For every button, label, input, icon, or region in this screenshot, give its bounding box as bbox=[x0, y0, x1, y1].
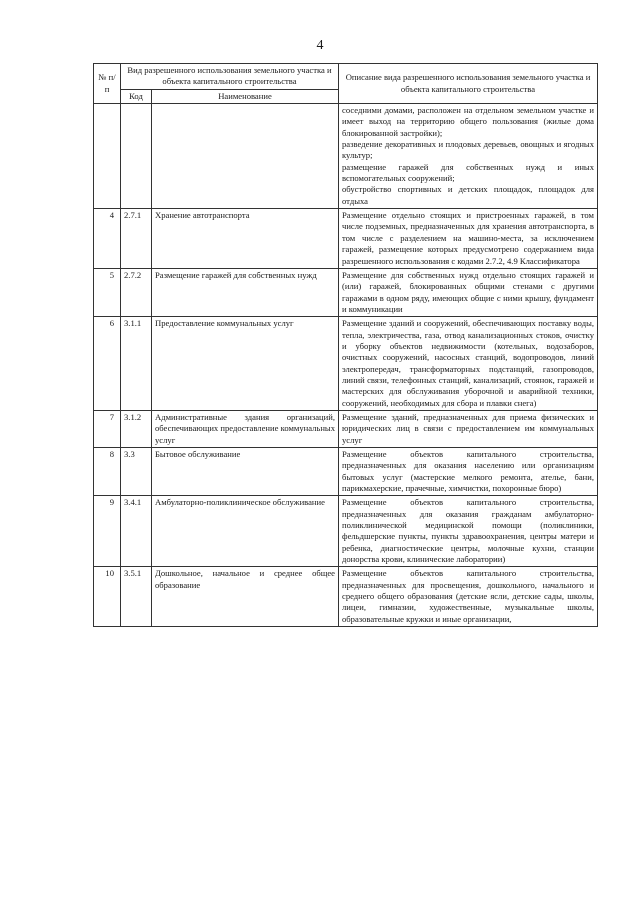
row-number: 6 bbox=[94, 317, 121, 411]
row-description bbox=[339, 209, 598, 269]
table-row bbox=[94, 104, 598, 209]
row-name bbox=[152, 104, 339, 209]
row-description bbox=[339, 268, 598, 316]
row-code: 3.4.1 bbox=[121, 496, 152, 567]
row-description bbox=[339, 496, 598, 567]
row-code: 3.1.2 bbox=[121, 410, 152, 447]
row-number: 10 bbox=[94, 567, 121, 627]
description-paragraph: Размещение объектов капитального строительства, предназначенных для просвещения, дошкольного, начального и среднего общего образования (детские ясли, детские сады, школы, лицеи, гимназии, художественные, музыкальные школы, образовательные кружки и иные организации, bbox=[342, 568, 594, 624]
description-paragraph: Размещение зданий и сооружений, обеспечивающих поставку воды, тепла, электричества, газа, отвод канализационных стоков, очистку и уборку объектов недвижимости (котельных, водозаборов, очистных сооружений, насосных станций, водопроводов, линий электропередач, трансформаторных подстанций, газопроводов, линий связи, телефонных станций, канализаций, стоянок, гаражей и мастерских для обслуживания уборочной и аварийной техники, сооружений, необходимых для сбора и плавки снега) bbox=[342, 318, 594, 408]
header-name: Наименование bbox=[152, 89, 339, 103]
description-paragraph: Размещение отдельно стоящих и пристроенных гаражей, в том числе подземных, предназначенных для хранения автотранспорта, в том числе с разделением на машино-места, за исключением гаражей, размещение которых предусмотрено содержанием вида разрешенного использования с кодами 2.7.2, 4.9 Классификатора bbox=[342, 210, 594, 266]
row-number: 9 bbox=[94, 496, 121, 567]
row-code: 3.5.1 bbox=[121, 567, 152, 627]
description-paragraph: соседними домами, расположен на отдельном земельном участке и имеет выход на территорию общего пользования (жилые дома блокированной застройки); bbox=[342, 105, 594, 138]
row-name: Предоставление коммунальных услуг bbox=[152, 317, 339, 411]
row-name: Амбулаторно-поликлиническое обслуживание bbox=[152, 496, 339, 567]
row-number: 7 bbox=[94, 410, 121, 447]
row-code bbox=[121, 104, 152, 209]
row-description bbox=[339, 567, 598, 627]
row-description bbox=[339, 104, 598, 209]
row-description bbox=[339, 410, 598, 447]
row-code: 2.7.2 bbox=[121, 268, 152, 316]
row-name: Хранение автотранспорта bbox=[152, 209, 339, 269]
row-code: 3.1.1 bbox=[121, 317, 152, 411]
header-num: № п/п bbox=[94, 64, 121, 104]
table-row bbox=[94, 567, 598, 627]
header-desc: Описание вида разрешенного использования земельного участка и объекта капитального строительства bbox=[339, 64, 598, 104]
description-paragraph: Размещение объектов капитального строительства, предназначенных для оказания населению или организациям бытовых услуг (мастерские мелкого ремонта, ателье, бани, парикмахерские, прачечные, химчистки, похоронные бюро) bbox=[342, 449, 594, 494]
table-row bbox=[94, 410, 598, 447]
row-description bbox=[339, 317, 598, 411]
row-number: 4 bbox=[94, 209, 121, 269]
row-number bbox=[94, 104, 121, 209]
description-paragraph: обустройство спортивных и детских площадок, площадок для отдыха bbox=[342, 184, 594, 206]
table-row bbox=[94, 448, 598, 496]
table-row bbox=[94, 317, 598, 411]
row-number: 8 bbox=[94, 448, 121, 496]
land-use-table bbox=[93, 63, 598, 627]
description-paragraph: размещение гаражей для собственных нужд и иных вспомогательных сооружений; bbox=[342, 161, 594, 184]
table-header-row bbox=[94, 64, 598, 90]
header-group: Вид разрешенного использования земельного участка и объекта капитального строительства bbox=[121, 64, 339, 90]
header-code: Код bbox=[121, 89, 152, 103]
description-paragraph: Размещение объектов капитального строительства, предназначенных для оказания гражданам амбулаторно-поликлинической медицинской помощи (поликлиники, фельдшерские пункты, пункты здравоохранения, центры матери и ребенка, диагностические центры, молочные кухни, станции донорства крови, клинические лаборатории) bbox=[342, 497, 594, 565]
row-code: 2.7.1 bbox=[121, 209, 152, 269]
row-description bbox=[339, 448, 598, 496]
description-paragraph: Размещение для собственных нужд отдельно стоящих гаражей и (или) гаражей, блокированных общими стенами с другими гаражами в одном ряду, имеющих общие с ними крышу, фундамент и коммуникации bbox=[342, 269, 594, 314]
table-row bbox=[94, 209, 598, 269]
row-name: Дошкольное, начальное и среднее общее образование bbox=[152, 567, 339, 627]
table-row bbox=[94, 496, 598, 567]
row-number: 5 bbox=[94, 268, 121, 316]
row-name: Бытовое обслуживание bbox=[152, 448, 339, 496]
description-paragraph: разведение декоративных и плодовых деревьев, овощных и ягодных культур; bbox=[342, 139, 594, 161]
row-name: Размещение гаражей для собственных нужд bbox=[152, 268, 339, 316]
table-body bbox=[94, 104, 598, 627]
page-number: 4 bbox=[316, 38, 324, 53]
description-paragraph: Размещение зданий, предназначенных для приема физических и юридических лиц в связи с предоставлением им коммунальных услуг bbox=[342, 411, 594, 445]
table-row bbox=[94, 268, 598, 316]
row-name: Административные здания организаций, обеспечивающих предоставление коммунальных услуг bbox=[152, 410, 339, 447]
row-code: 3.3 bbox=[121, 448, 152, 496]
